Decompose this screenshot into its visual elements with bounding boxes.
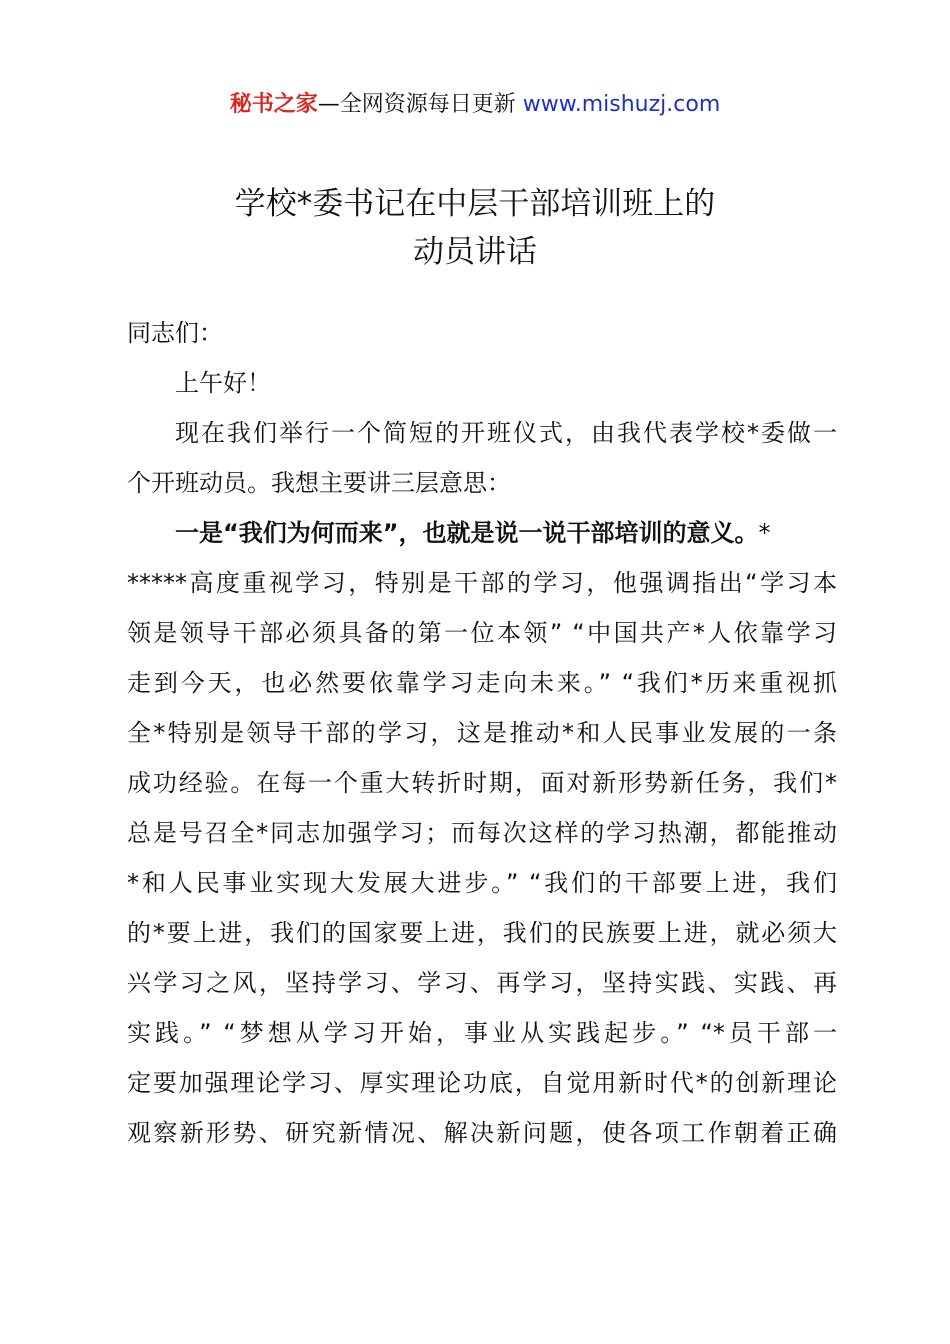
site-brand: 秘书之家 (229, 92, 318, 117)
title-line-1: 学校*委书记在中层干部培训班上的 (234, 186, 716, 222)
paragraph-2-line: 领是领导干部必须具备的第一位本领” “中国共产*人依靠学习 (127, 619, 837, 647)
paragraph-2-line: 实践。” “梦想从学习开始，事业从实践起步。” “*员干部一 (127, 1019, 837, 1047)
paragraph-2-line: *和人民事业实现大发展大进步。” “我们的干部要上进，我们 (127, 869, 837, 897)
paragraph-2-text: * (758, 519, 771, 547)
salutation: 同志们： (127, 319, 223, 347)
paragraph-1-line: 个开班动员。我想主要讲三层意思： (127, 469, 511, 497)
greeting: 上午好！ (175, 369, 271, 397)
paragraph-2-line: 总是号召全*同志加强学习；而每次这样的学习热潮，都能推动 (127, 819, 837, 847)
paragraph-2-line: 的*要上进，我们的国家要上进，我们的民族要上进，就必须大 (127, 919, 837, 947)
paragraph-2-line: 全*特别是领导干部的学习，这是推动*和人民事业发展的一条 (127, 719, 837, 747)
paragraph-2-line: 走到今天，也必然要依靠学习走向未来。” “我们*历来重视抓 (127, 669, 837, 697)
paragraph-2-line: 定要加强理论学习、厚实理论功底，自觉用新时代*的创新理论 (127, 1069, 837, 1097)
site-header (0, 88, 950, 122)
paragraph-2-first-line (127, 508, 837, 558)
document-title (0, 180, 950, 276)
paragraph-1-line: 现在我们举行一个简短的开班仪式，由我代表学校*委做一 (175, 419, 837, 447)
title-line-2: 动员讲话 (413, 234, 537, 270)
paragraph-2-line: 观察新形势、研究新情况、解决新问题，使各项工作朝着正确 (127, 1119, 837, 1147)
section-heading-bold: 一是“我们为何而来”，也就是说一说干部培训的意义。 (175, 519, 759, 547)
document-body (127, 308, 837, 1158)
paragraph-2-line: *****高度重视学习，特别是干部的学习，他强调指出“学习本 (127, 569, 837, 597)
paragraph-2-line: 兴学习之风，坚持学习、学习、再学习，坚持实践、实践、再 (127, 969, 837, 997)
paragraph-2-line: 成功经验。在每一个重大转折时期，面对新形势新任务，我们* (127, 769, 837, 797)
site-slogan: —全网资源每日更新 (317, 92, 523, 117)
site-url-link[interactable]: www.mishuzj.com (522, 92, 721, 117)
